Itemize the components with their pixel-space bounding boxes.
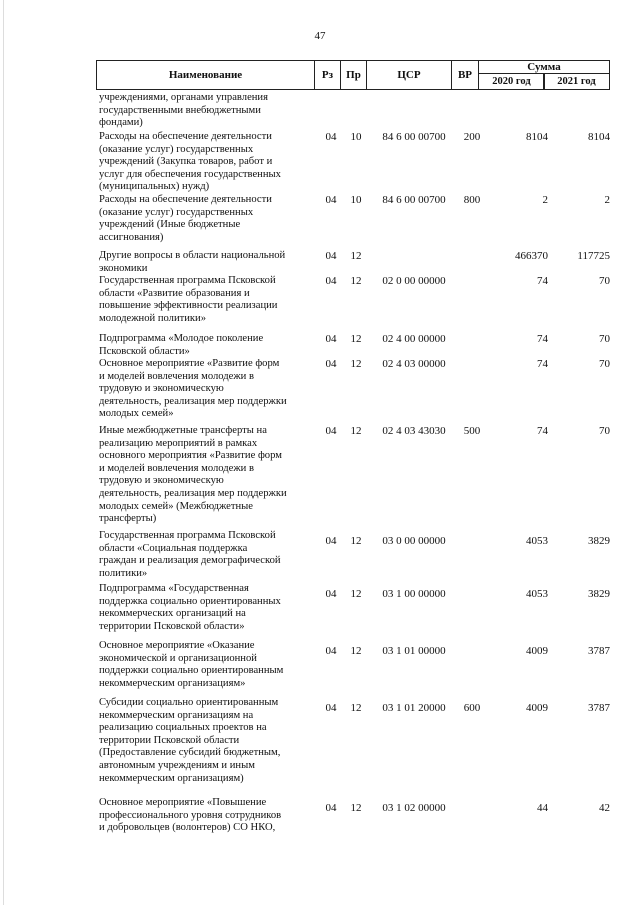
row-name	[99, 194, 317, 244]
header-vr: ВР	[451, 60, 479, 90]
row-pr: 12	[350, 588, 362, 600]
row-name	[99, 530, 317, 580]
row-name-line: Расходы на обеспечение деятельности	[99, 131, 272, 142]
header-sum: Сумма	[478, 60, 610, 74]
row-name-line: деятельность, реализация мер поддержки	[99, 487, 287, 499]
row-name-line: ассигнования)	[99, 231, 164, 243]
row-rz: 04	[325, 535, 337, 547]
row-name-line: Подпрограмма «Молодое поколение	[99, 333, 264, 344]
row-name-line: экономической и организационной	[99, 652, 257, 664]
row-pr: 12	[350, 425, 362, 437]
row-vr: 200	[463, 131, 481, 143]
row-s2021: 2	[604, 194, 610, 206]
row-csr: 03 1 02 00000	[382, 802, 446, 814]
row-pr: 12	[350, 702, 362, 714]
row-name-line: некоммерческих организаций на	[99, 608, 246, 620]
row-name-line: учреждений (Иные бюджетные	[99, 219, 241, 231]
row-csr: 02 4 03 00000	[382, 358, 446, 370]
row-name-line: услуг для обеспечения государственных	[99, 168, 281, 180]
row-name-line: (муниципальных) нужд)	[99, 181, 210, 193]
row-csr: 03 1 00 00000	[382, 588, 446, 600]
row-name-line: автономным учреждениям и иным	[99, 759, 255, 771]
row-pr: 10	[350, 194, 362, 206]
row-rz: 04	[325, 425, 337, 437]
row-name-line: области «Развитие образования и	[99, 287, 250, 299]
row-name-line: Основное мероприятие «Развитие форм	[99, 358, 280, 369]
row-rz: 04	[325, 645, 337, 657]
row-name	[99, 275, 317, 325]
row-name	[99, 131, 317, 194]
row-name-line: трудовую и экономическую	[99, 383, 224, 395]
header-pr: Пр	[340, 60, 367, 90]
row-pr: 12	[350, 275, 362, 287]
row-csr: 84 6 00 00700	[382, 131, 446, 143]
header-2021: 2021 год	[543, 73, 610, 90]
row-pr: 12	[350, 358, 362, 370]
row-s2020: 8104	[526, 131, 548, 143]
row-s2021: 70	[599, 333, 610, 345]
row-name-line: Иные межбюджетные трансферты на	[99, 425, 267, 436]
row-s2021: 42	[599, 802, 610, 814]
row-name-line: экономики	[99, 262, 148, 274]
row-name	[99, 697, 317, 785]
row-name-line: территории Псковской области	[99, 734, 240, 746]
row-s2020: 44	[537, 802, 548, 814]
row-rz: 04	[325, 194, 337, 206]
header-name: Наименование	[96, 60, 315, 90]
row-csr: 02 0 00 00000	[382, 275, 446, 287]
row-name-line: Основное мероприятие «Оказание	[99, 640, 255, 651]
row-pr: 12	[350, 535, 362, 547]
row-pr: 12	[350, 802, 362, 814]
row-vr: 600	[463, 702, 481, 714]
row-rz: 04	[325, 333, 337, 345]
scan-edge	[3, 0, 4, 905]
row-pr: 10	[350, 131, 362, 143]
row-name-line: трудовую и экономическую	[99, 475, 224, 487]
header-2020: 2020 год	[478, 73, 545, 90]
row-name-line: повышение эффективности реализации	[99, 300, 278, 312]
row-name	[99, 250, 317, 275]
row-name	[99, 797, 317, 835]
row-rz: 04	[325, 702, 337, 714]
row-name-line: молодежной политики»	[99, 312, 207, 324]
row-name-line: (Предоставление субсидий бюджетным,	[99, 747, 281, 759]
row-name-line: Государственная программа Псковской	[99, 275, 276, 286]
row-name-line: поддержка социально ориентированных	[99, 595, 281, 607]
header-rz: Рз	[314, 60, 341, 90]
row-name-line: и добровольцев (волонтеров) СО НКО,	[99, 822, 276, 834]
row-s2021: 70	[599, 358, 610, 370]
row-s2020: 4053	[526, 535, 548, 547]
row-name-line: основного мероприятия «Развитие форм	[99, 450, 282, 462]
row-name-line: и моделей вовлечения молодежи в	[99, 462, 254, 474]
row-rz: 04	[325, 275, 337, 287]
row-vr: 500	[463, 425, 481, 437]
row-name	[99, 640, 317, 690]
row-name-line: территории Псковской области»	[99, 620, 245, 632]
row-s2021: 8104	[588, 131, 610, 143]
row-s2020: 466370	[515, 250, 548, 262]
row-s2021: 3787	[588, 702, 610, 714]
row-name-line: учреждениями, органами управления	[99, 92, 268, 103]
row-s2021: 117725	[577, 250, 610, 262]
row-rz: 04	[325, 250, 337, 262]
row-name-line: государственными внебюджетными	[99, 104, 261, 116]
row-name-line: области «Социальная поддержка	[99, 542, 248, 554]
row-s2020: 74	[537, 425, 548, 437]
row-name-line: молодых семей» (Межбюджетные	[99, 500, 253, 512]
row-name-line: фондами)	[99, 117, 143, 129]
row-s2020: 74	[537, 333, 548, 345]
row-rz: 04	[325, 588, 337, 600]
row-s2020: 4009	[526, 645, 548, 657]
header-csr: ЦСР	[366, 60, 452, 90]
row-name-line: граждан и реализация демографической	[99, 555, 281, 567]
row-rz: 04	[325, 131, 337, 143]
row-name	[99, 425, 317, 526]
row-name-line: Основное мероприятие «Повышение	[99, 797, 267, 808]
row-name	[99, 92, 317, 130]
row-name	[99, 358, 317, 421]
row-rz: 04	[325, 802, 337, 814]
row-name-line: (оказание услуг) государственных	[99, 206, 254, 218]
row-name-line: некоммерческим организациям)	[99, 772, 244, 784]
row-s2021: 3829	[588, 588, 610, 600]
row-name	[99, 583, 317, 633]
row-csr: 84 6 00 00700	[382, 194, 446, 206]
row-name-line: и моделей вовлечения молодежи в	[99, 370, 254, 382]
row-name-line: некоммерческим организациям»	[99, 677, 246, 689]
row-s2020: 2	[542, 194, 548, 206]
row-name-line: Подпрограмма «Государственная	[99, 583, 249, 594]
row-csr: 02 4 00 00000	[382, 333, 446, 345]
row-pr: 12	[350, 250, 362, 262]
table-header	[96, 60, 610, 90]
row-csr: 02 4 03 43030	[382, 425, 446, 437]
row-name-line: профессионального уровня сотрудников	[99, 809, 282, 821]
row-pr: 12	[350, 645, 362, 657]
row-s2020: 74	[537, 358, 548, 370]
row-name-line: реализацию мероприятий в рамках	[99, 437, 258, 449]
row-s2021: 3829	[588, 535, 610, 547]
row-s2020: 4053	[526, 588, 548, 600]
row-s2020: 4009	[526, 702, 548, 714]
row-name-line: учреждений (Закупка товаров, работ и	[99, 156, 273, 168]
row-name	[99, 333, 317, 358]
row-name-line: реализацию социальных проектов на	[99, 722, 267, 734]
row-name-line: деятельность, реализация мер поддержки	[99, 395, 287, 407]
row-pr: 12	[350, 333, 362, 345]
row-s2020: 74	[537, 275, 548, 287]
row-name-line: (оказание услуг) государственных	[99, 143, 254, 155]
page-number: 47	[314, 30, 326, 42]
row-csr: 03 0 00 00000	[382, 535, 446, 547]
row-csr: 03 1 01 20000	[382, 702, 446, 714]
row-name-line: молодых семей»	[99, 408, 174, 420]
row-name-line: политики»	[99, 567, 148, 579]
row-name-line: некоммерческим организациям на	[99, 709, 254, 721]
row-s2021: 3787	[588, 645, 610, 657]
row-name-line: Государственная программа Псковской	[99, 530, 276, 541]
row-vr: 800	[463, 194, 481, 206]
row-s2021: 70	[599, 425, 610, 437]
row-csr: 03 1 01 00000	[382, 645, 446, 657]
row-rz: 04	[325, 358, 337, 370]
row-name-line: Другие вопросы в области национальной	[99, 250, 286, 261]
row-name-line: Расходы на обеспечение деятельности	[99, 194, 272, 205]
row-name-line: поддержки социально ориентированным	[99, 665, 284, 677]
row-name-line: Псковской области»	[99, 345, 190, 357]
row-name-line: Субсидии социально ориентированным	[99, 697, 279, 708]
row-name-line: трансферты)	[99, 513, 157, 525]
row-s2021: 70	[599, 275, 610, 287]
